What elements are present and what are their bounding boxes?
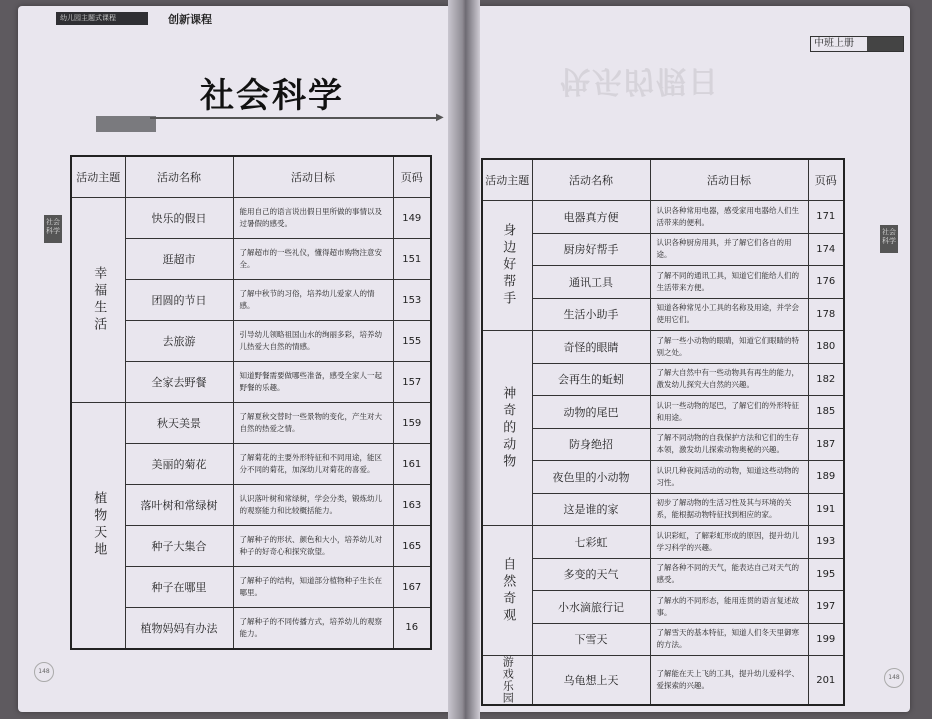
header-theme: 活动主题 <box>482 159 532 201</box>
page-cell: 153 <box>393 280 431 321</box>
page-cell: 149 <box>393 198 431 239</box>
activity-name: 多变的天气 <box>532 558 650 591</box>
activity-goal: 认识一些动物的尾巴，了解它们的外形特征和用途。 <box>650 396 808 429</box>
table-row <box>482 591 844 624</box>
table-row <box>482 461 844 494</box>
activity-name: 电器真方便 <box>532 201 650 234</box>
activity-goal: 了解种子的不同传播方式，培养幼儿的观察能力。 <box>233 608 393 649</box>
activity-goal: 知道各种常见小工具的名称及用途，并学会使用它们。 <box>650 298 808 331</box>
page-title: 社会科学 <box>200 76 344 116</box>
page-cell: 185 <box>808 396 844 429</box>
table-row <box>71 403 431 444</box>
header-page: 页码 <box>393 156 431 198</box>
activity-goal: 认识几种夜间活动的动物，知道这些动物的习性。 <box>650 461 808 494</box>
activity-name: 通讯工具 <box>532 266 650 299</box>
table-row <box>71 526 431 567</box>
activity-name: 种子在哪里 <box>125 567 233 608</box>
theme-cell: 自然奇观 <box>482 526 532 656</box>
activity-goal: 了解水的不同形态，能用连贯的语言复述故事。 <box>650 591 808 624</box>
activity-name: 秋天美景 <box>125 403 233 444</box>
theme-cell: 幸福生活 <box>71 198 125 403</box>
activity-name: 小水滴旅行记 <box>532 591 650 624</box>
header-name: 活动名称 <box>125 156 233 198</box>
page-cell: 195 <box>808 558 844 591</box>
activity-name: 奇怪的眼睛 <box>532 331 650 364</box>
activity-goal: 了解不同动物的自我保护方法和它们的生存本领，激发幼儿探索动物奥秘的兴趣。 <box>650 428 808 461</box>
activity-goal: 初步了解动物的生活习性及其与环境的关系，能根据动物特征找到相应的家。 <box>650 493 808 526</box>
grade-tag <box>810 36 904 52</box>
activity-name: 植物妈妈有办法 <box>125 608 233 649</box>
series-suffix: 创新课程 <box>168 13 212 26</box>
left-activity-table <box>70 155 432 650</box>
page-cell: 159 <box>393 403 431 444</box>
theme-cell: 游戏乐园 <box>482 656 532 706</box>
table-row <box>71 198 431 239</box>
activity-goal: 了解大自然中有一些动物具有再生的能力，激发幼儿探究大自然的兴趣。 <box>650 363 808 396</box>
table-row <box>482 428 844 461</box>
table-row <box>482 396 844 429</box>
table-row <box>482 363 844 396</box>
page-cell: 171 <box>808 201 844 234</box>
activity-name: 逛超市 <box>125 239 233 280</box>
page-cell: 197 <box>808 591 844 624</box>
table-row <box>482 233 844 266</box>
title-underline <box>150 117 440 119</box>
activity-goal: 认识各种厨房用具，并了解它们各自的用途。 <box>650 233 808 266</box>
activity-goal: 能用自己的语言说出假日里所做的事情以及过暑假的感受。 <box>233 198 393 239</box>
arrow-icon: ▶ <box>436 112 444 123</box>
activity-name: 落叶树和常绿树 <box>125 485 233 526</box>
table-row <box>482 623 844 656</box>
left-page-number: 148 <box>34 662 54 682</box>
theme-cell: 植物天地 <box>71 403 125 649</box>
book-spine <box>448 0 480 719</box>
page-cell: 189 <box>808 461 844 494</box>
page-cell: 165 <box>393 526 431 567</box>
activity-name: 生活小助手 <box>532 298 650 331</box>
table-row <box>482 266 844 299</box>
table-row <box>482 656 844 706</box>
table-header-row <box>482 159 844 201</box>
table-row <box>482 526 844 559</box>
activity-goal: 了解雪天的基本特征，知道人们冬天里御寒的方法。 <box>650 623 808 656</box>
theme-cell: 身边好帮手 <box>482 201 532 331</box>
show-through-title: 快乐的假日 <box>560 63 720 98</box>
grade-tag-label: 中班上册 <box>814 38 854 49</box>
activity-goal: 了解一些小动物的眼睛，知道它们眼睛的特别之处。 <box>650 331 808 364</box>
activity-name: 防身绝招 <box>532 428 650 461</box>
title-underline-block <box>96 116 156 132</box>
activity-goal: 了解种子的结构，知道部分植物种子生长在哪里。 <box>233 567 393 608</box>
table-row <box>71 567 431 608</box>
page-cell: 191 <box>808 493 844 526</box>
right-side-tab: 社会科学 <box>880 225 898 253</box>
activity-goal: 了解能在天上飞的工具，提升幼儿爱科学、爱探索的兴趣。 <box>650 656 808 706</box>
header-theme: 活动主题 <box>71 156 125 198</box>
series-banner: 幼儿园主题式课程 <box>56 12 148 25</box>
activity-goal: 了解菊花的主要外形特征和不同用途，能区分不同的菊花，加深幼儿对菊花的喜爱。 <box>233 444 393 485</box>
left-side-tab: 社会科学 <box>44 215 62 243</box>
activity-name: 快乐的假日 <box>125 198 233 239</box>
table-header-row <box>71 156 431 198</box>
grade-tag-block <box>867 37 903 51</box>
table-row <box>71 608 431 649</box>
table-row <box>71 280 431 321</box>
page-cell: 201 <box>808 656 844 706</box>
header-goal: 活动目标 <box>650 159 808 201</box>
activity-name: 全家去野餐 <box>125 362 233 403</box>
page-cell: 157 <box>393 362 431 403</box>
table-row <box>71 239 431 280</box>
activity-name: 下雪天 <box>532 623 650 656</box>
page-cell: 155 <box>393 321 431 362</box>
activity-name: 乌龟想上天 <box>532 656 650 706</box>
right-activity-table <box>481 158 845 706</box>
header-goal: 活动目标 <box>233 156 393 198</box>
table-row <box>71 362 431 403</box>
table-row <box>71 321 431 362</box>
activity-name: 动物的尾巴 <box>532 396 650 429</box>
activity-goal: 了解各种不同的天气，能表达自己对天气的感受。 <box>650 558 808 591</box>
page-cell: 161 <box>393 444 431 485</box>
table-row <box>71 444 431 485</box>
activity-goal: 了解超市的一些礼仪，懂得超市购物注意安全。 <box>233 239 393 280</box>
right-page-number: 148 <box>884 668 904 688</box>
activity-goal: 了解夏秋交替时一些景物的变化，产生对大自然的热爱之情。 <box>233 403 393 444</box>
activity-goal: 知道野餐需要做哪些准备，感受全家人一起野餐的乐趣。 <box>233 362 393 403</box>
page-cell: 182 <box>808 363 844 396</box>
page-cell: 193 <box>808 526 844 559</box>
activity-goal: 了解中秋节的习俗，培养幼儿爱家人的情感。 <box>233 280 393 321</box>
table-row <box>482 493 844 526</box>
table-row <box>482 558 844 591</box>
header-name: 活动名称 <box>532 159 650 201</box>
table-row <box>482 331 844 364</box>
activity-goal: 认识彩虹，了解彩虹形成的原因，提升幼儿学习科学的兴趣。 <box>650 526 808 559</box>
activity-name: 会再生的蚯蚓 <box>532 363 650 396</box>
activity-goal: 认识各种常用电器，感受家用电器给人们生活带来的便利。 <box>650 201 808 234</box>
activity-name: 这是谁的家 <box>532 493 650 526</box>
table-row <box>482 201 844 234</box>
activity-name: 种子大集合 <box>125 526 233 567</box>
activity-goal: 认识落叶树和常绿树，学会分类，锻炼幼儿的观察能力和比较概括能力。 <box>233 485 393 526</box>
page-cell: 167 <box>393 567 431 608</box>
page-cell: 176 <box>808 266 844 299</box>
table-row <box>71 485 431 526</box>
activity-name: 夜色里的小动物 <box>532 461 650 494</box>
activity-name: 美丽的菊花 <box>125 444 233 485</box>
page-cell: 174 <box>808 233 844 266</box>
page-cell: 178 <box>808 298 844 331</box>
activity-name: 七彩虹 <box>532 526 650 559</box>
page-cell: 187 <box>808 428 844 461</box>
page-cell: 199 <box>808 623 844 656</box>
activity-goal: 了解种子的形状、颜色和大小，培养幼儿对种子的好奇心和探究欲望。 <box>233 526 393 567</box>
activity-goal: 了解不同的通讯工具，知道它们能给人们的生活带来方便。 <box>650 266 808 299</box>
page-cell: 151 <box>393 239 431 280</box>
activity-name: 团圆的节日 <box>125 280 233 321</box>
page-cell: 180 <box>808 331 844 364</box>
page-cell: 163 <box>393 485 431 526</box>
activity-name: 去旅游 <box>125 321 233 362</box>
header-page: 页码 <box>808 159 844 201</box>
theme-cell: 神奇的动物 <box>482 331 532 526</box>
page-cell: 16 <box>393 608 431 649</box>
activity-goal: 引导幼儿领略祖国山水的绚丽多彩，培养幼儿热爱大自然的情感。 <box>233 321 393 362</box>
activity-name: 厨房好帮手 <box>532 233 650 266</box>
table-row <box>482 298 844 331</box>
